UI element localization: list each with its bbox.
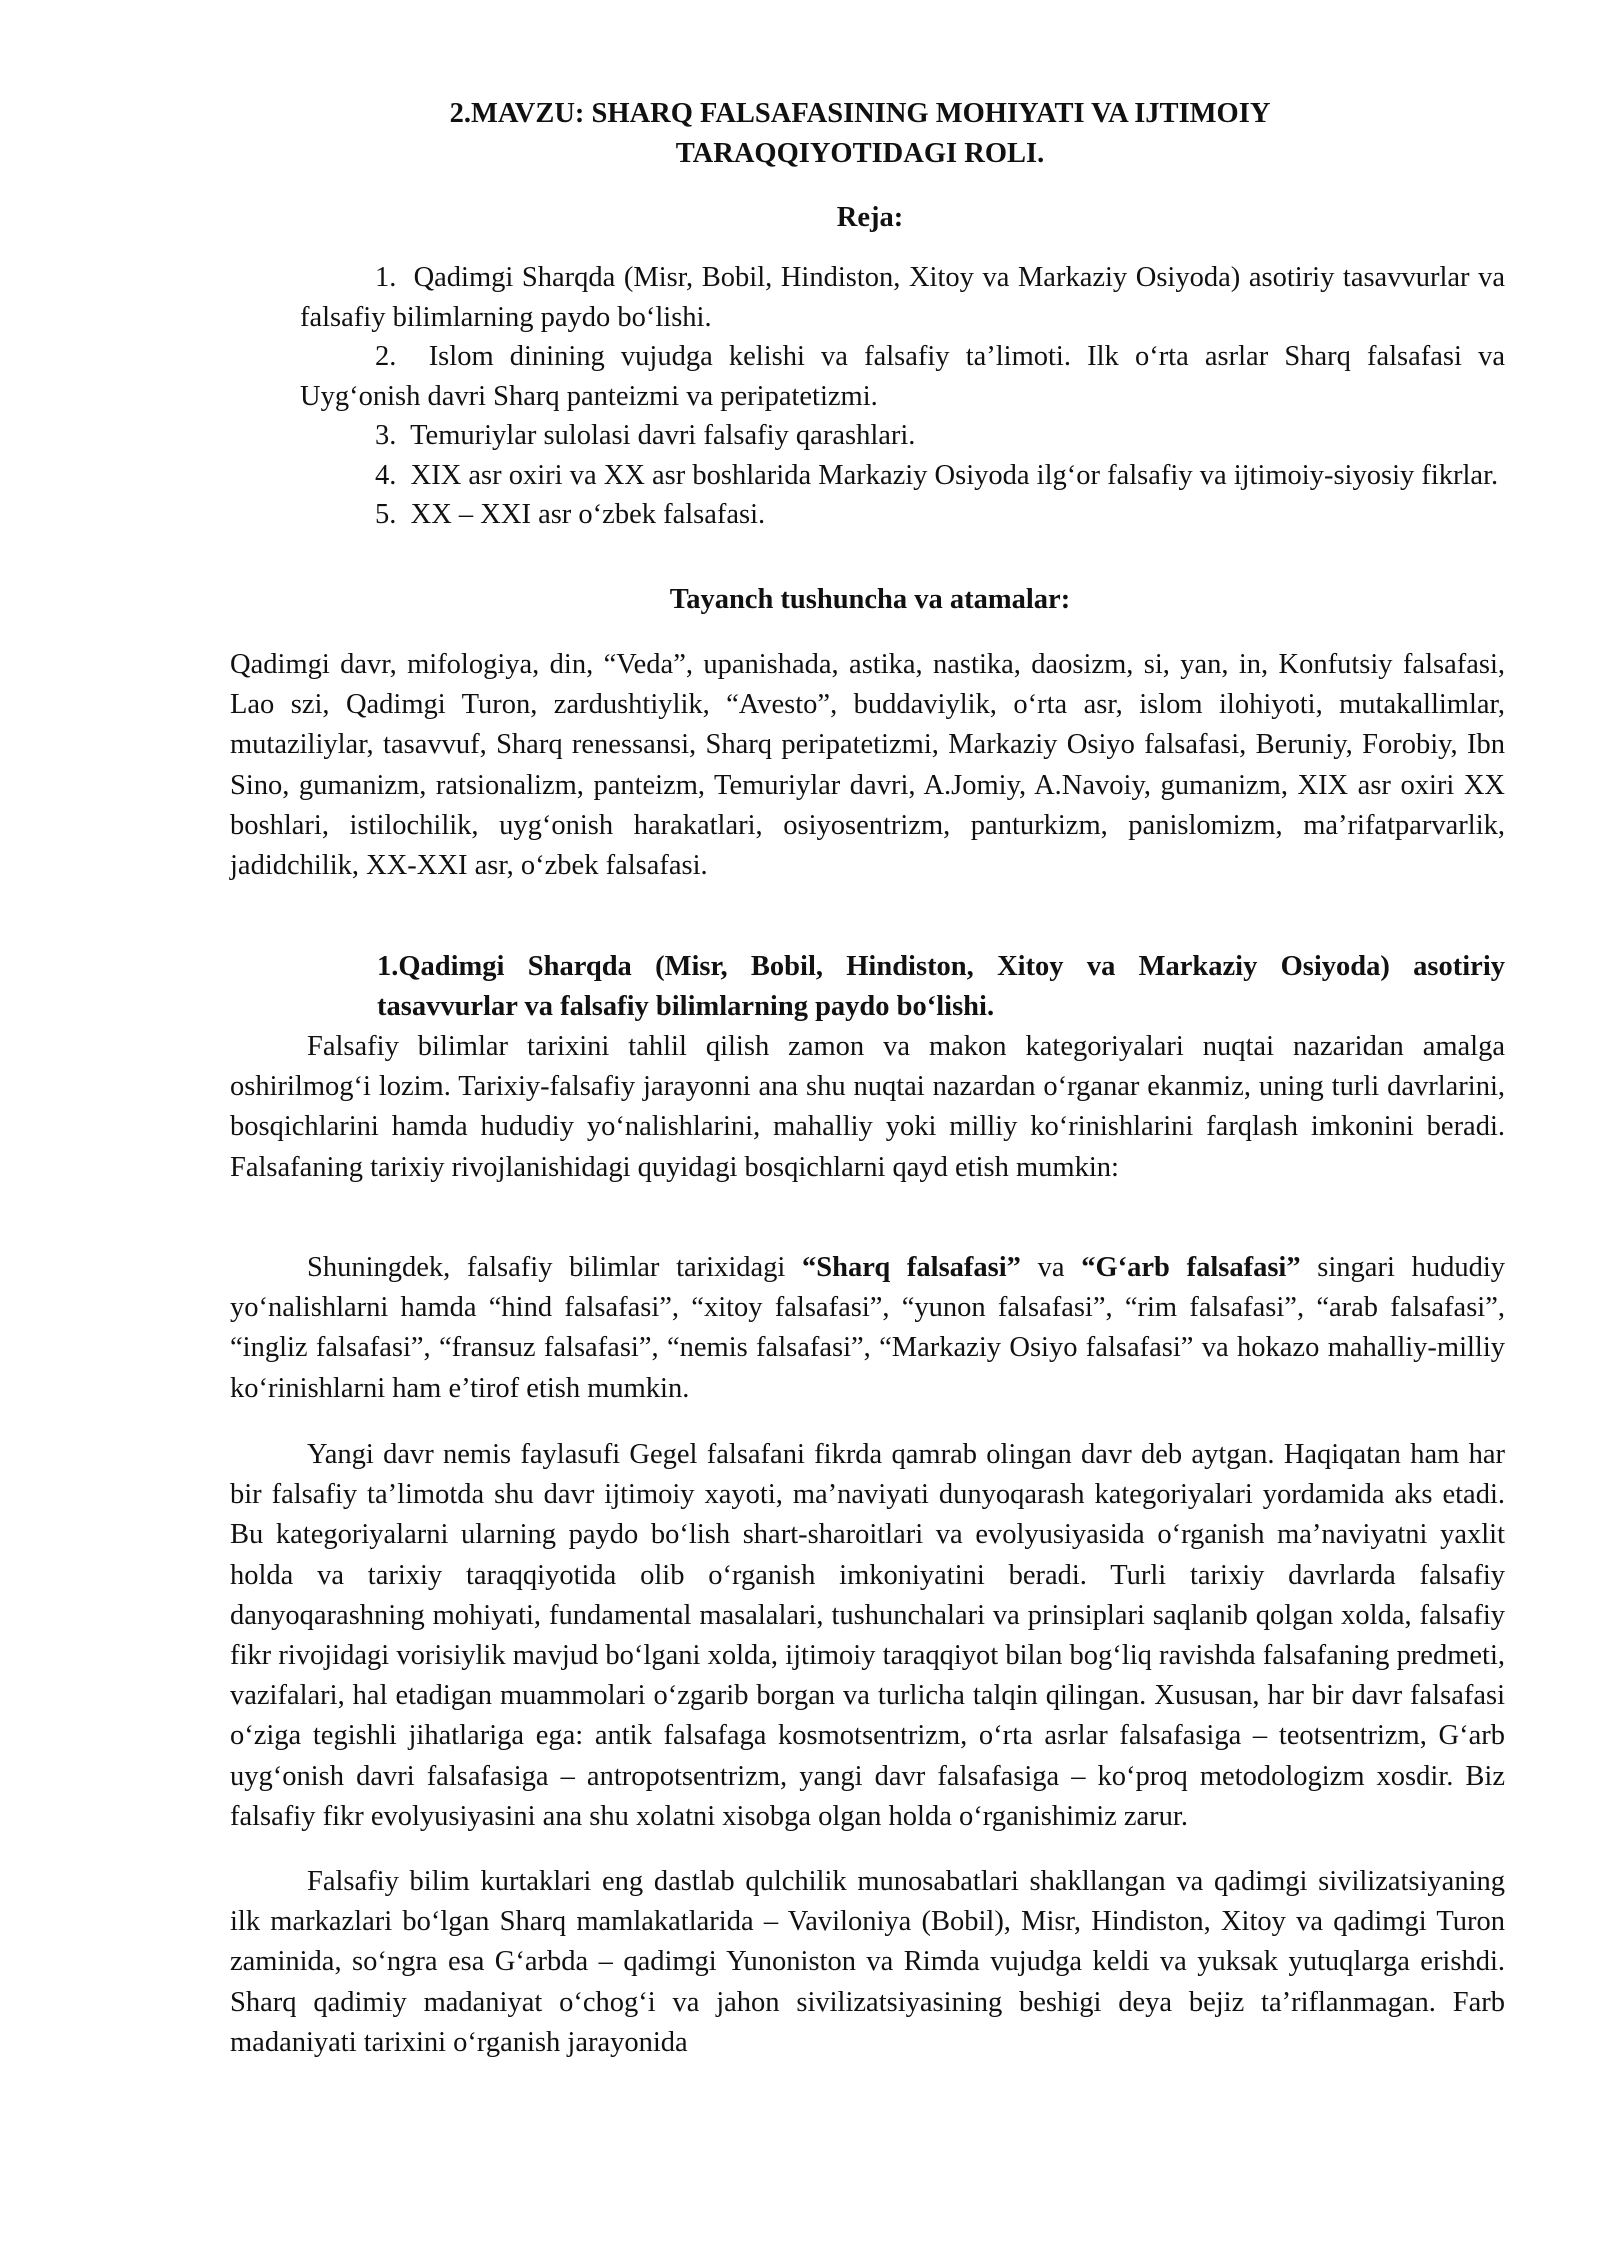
plan-item-number: 1. — [375, 262, 397, 293]
body-paragraph-4: Falsafiy bilim kurtaklari eng dastlab qulchilik munosabatlari shakllangan va qadimgi sivilizatsiyaning ilk markazlari bo‘lgan Sharq mamlakatlarida – Vaviloniya (Bobil), Misr, Hindiston, Xitoy va qadimgi Turon zaminida, so‘ngra esa G‘arbda – qadimgi Yunoniston va Rimda vujudga keldi va yuksak yutuqlarga erishdi. Sharq qadimiy madaniyat o‘chog‘i va jahon sivilizatsiyasining beshigi deya bejiz ta’riflanmagan. Farb madaniyati tarixini o‘rganish jarayonida — [230, 1866, 1505, 2058]
plan-item — [300, 258, 1505, 337]
plan-item — [300, 416, 1505, 456]
plan-item — [300, 495, 1505, 535]
plan-item — [300, 337, 1505, 416]
section-1-heading: 1.Qadimgi Sharqda (Misr, Bobil, Hindiston, Xitoy va Markaziy Osiyoda) asotiriy tasavvurlar va falsafiy bilimlarning paydo bo‘lishi. — [377, 951, 1505, 1022]
key-terms-paragraph: Qadimgi davr, mifologiya, din, “Veda”, upanishada, astika, nastika, daosizm, si, yan, in, Konfutsiy falsafasi, Lao szi, Qadimgi Turon, zardushtiylik, “Avesto”, buddaviylik, o‘rta asr, islom ilohiyoti, mutakallimlar, mutaziliylar, tasavvuf, Sharq renessansi, Sharq peripatetizmi, Markaziy Osiyo falsafasi, Beruniy, Forobiy, Ibn Sino, gumanizm, ratsionalizm, panteizm, Temuriylar davri, A.Jomiy, A.Navoiy, gumanizm, XIX asr oxiri XX boshlari, istilochilik, uyg‘onish harakatlari, osiyosentrizm, panturkizm, panislomizm, ma’rifatparvarlik, jadidchilik, XX-XXI asr, o‘zbek falsafasi. — [230, 649, 1505, 882]
body-paragraph-2 — [230, 1248, 1505, 1409]
body-paragraph-1: Falsafiy bilimlar tarixini tahlil qilish zamon va makon kategoriyalari nuqtai nazaridan amalga oshirilmog‘i lozim. Tarixiy-falsafiy jarayonni ana shu nuqtai nazardan o‘rganar ekanmiz, uning turli davrlarini, bosqichlarini hamda hududiy yo‘nalishlarini, mahalliy yoki milliy ko‘rinishlarini farqlash imkonini beradi. Falsafaning tarixiy rivojlanishidagi quyidagi bosqichlarni qayd etish mumkin: — [230, 1031, 1505, 1183]
title-line-2: TARAQQIYOTIDAGI ROLI. — [675, 138, 1045, 169]
document-title — [330, 94, 1390, 174]
title-line-1: 2.MAVZU: SHARQ FALSAFASINING MOHIYATI VA IJTIMOIY — [449, 98, 1271, 129]
paragraph-text: singari hududiy yo‘nalishlarni hamda “hind falsafasi”, “xitoy falsafasi”, “yunon falsafasi”, “rim falsafasi”, “arab falsafasi”, “ingliz falsafasi”, “fransuz falsafasi”, “nemis falsafasi”, “Markaziy Osiyo falsafasi” va hokazo mahalliy-milliy ko‘rinishlarni ham e’tirof etish mumkin. — [230, 1252, 1505, 1404]
emphasis-garb-falsafasi: “G‘arb falsafasi” — [1081, 1252, 1301, 1283]
plan-item-number: 2. — [375, 341, 397, 372]
plan-item-text: Temuriylar sulolasi davri falsafiy qarashlari. — [410, 420, 916, 451]
paragraph-text: va — [1020, 1252, 1082, 1283]
body-paragraph-3: Yangi davr nemis faylasufi Gegel falsafani fikrda qamrab olingan davr deb aytgan. Haqiqatan ham har bir falsafiy ta’limotda shu davr ijtimoiy xayoti, ma’naviyati dunyoqarash kategoriyalari yordamida aks etadi. Bu kategoriyalarni ularning paydo bo‘lish shart-sharoitlari va evolyusiyasida o‘rganish ma’naviyatni yaxlit holda va tarixiy taraqqiyotida olib o‘rganish imkoniyatini beradi. Turli tarixiy davrlarda falsafiy danyoqarashning mohiyati, fundamental masalalari, tushunchalari va prinsiplari saqlanib qolgan xolda, falsafiy fikr rivojidagi vorisiylik mavjud bo‘lgani xolda, ijtimoiy taraqqiyot bilan bog‘liq ravishda falsafaning predmeti, vazifalari, hal etadigan muammolari o‘zgarib borgan va turlicha talqin qilingan. Xususan, har bir davr falsafasi o‘ziga tegishli jihatlariga ega: antik falsafaga kosmotsentrizm, o‘rta asrlar falsafasiga – teotsentrizm, G‘arb uyg‘onish davri falsafasiga – antropotsentrizm, yangi davr falsafasiga – ko‘proq metodologizm xosdir. Biz falsafiy fikr evolyusiyasini ana shu xolatni xisobga olgan holda o‘rganishimiz zarur. — [230, 1439, 1505, 1832]
plan-item-number: 4. — [375, 459, 397, 491]
plan-item — [300, 456, 1505, 496]
plan-item-number: 3. — [375, 420, 397, 451]
plan-heading: Reja: — [836, 202, 904, 233]
plan-item-text: XIX asr oxiri va XX asr boshlarida Markaziy Osiyoda ilg‘or falsafiy va ijtimoiy-siyosiy fikrlar. — [410, 459, 1499, 491]
emphasis-sharq-falsafasi: “Sharq falsafasi” — [802, 1252, 1021, 1283]
plan-item-number: 5. — [375, 499, 397, 530]
plan-item-text: Qadimgi Sharqda (Misr, Bobil, Hindiston, Xitoy va Markaziy Osiyoda) asotiriy tasavvurlar va falsafiy bilimlarning paydo bo‘lishi. — [300, 262, 1505, 333]
plan-list — [300, 258, 1505, 535]
paragraph-text: Shuningdek, falsafiy bilimlar tarixidagi — [307, 1252, 803, 1283]
plan-item-text: Islom dinining vujudga kelishi va falsafiy ta’limoti. Ilk o‘rta asrlar Sharq falsafasi va Uyg‘onish davri Sharq panteizmi va peripatetizmi. — [300, 341, 1505, 412]
plan-item-text: XX – XXI asr o‘zbek falsafasi. — [410, 499, 766, 530]
key-terms-heading: Tayanch tushuncha va atamalar: — [669, 584, 1071, 615]
